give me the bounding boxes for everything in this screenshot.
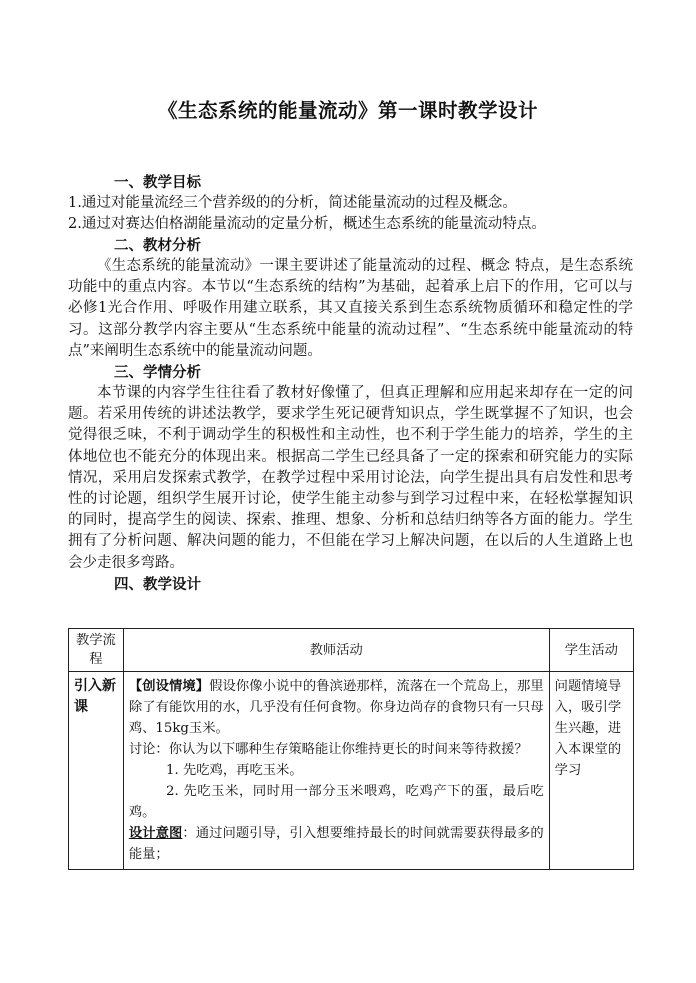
document-title: 《生态系统的能量流动》第一课时教学设计 <box>157 99 538 122</box>
teaching-design-table <box>68 628 634 870</box>
design-intent-label: 设计意图 <box>128 826 183 841</box>
table-header-row <box>69 629 634 672</box>
document-body <box>68 172 633 595</box>
student-analysis-paragraph: 本节课的内容学生往往看了教材好像懂了，但真正理解和应用起来却存在一定的问题。若采用传统的讲述法教学，要求学生死记硬背知识点，学生既掌握不了知识，也会觉得很乏味，不利于调动学生的积极性和主动性，也不利于学生能力的培养，学生的主体地位也不能充分的体现出来。根据高二学生已经具备了一定的探索和研究能力的实际情况，采用启发探索式教学，在教学过程中采用讨论法，向学生提出具有启发性和思考性的讨论题，组织学生展开讨论，使学生能主动参与到学习过程中来，在轻松掌握知识的同时，提高学生的阅读、探索、推理、想象、分析和总结归纳等各方面的能力。学生拥有了分析问题、解决问题的能力，不但能在学习上解决问题，在以后的人生道路上也会少走很多弯路。 <box>68 385 633 571</box>
scenario-text: 假设你像小说中的鲁滨逊那样，流落在一个荒岛上，那里除了有能饮用的水，几乎没有任何食物。你身边尚存的食物只有一只母鸡、15kg玉米。 <box>128 679 544 736</box>
section-heading-textbook-analysis: 二、教材分析 <box>114 237 201 254</box>
header-teacher-activity: 教师活动 <box>123 629 549 672</box>
design-intent-text: ：通过问题引导，引入想要维持最长的时间就需要获得最多的能量； <box>128 826 544 862</box>
discussion-question: 讨论：你认为以下哪种生存策略能让你维持更长的时间来等待救援？ <box>128 742 528 757</box>
header-flow: 教学流程 <box>69 629 124 672</box>
teacher-activity-cell <box>123 672 549 870</box>
student-activity-cell: 问题情境导入，吸引学生兴趣，进入本课堂的学习 <box>549 672 633 870</box>
textbook-analysis-paragraph: 《生态系统的能量流动》一课主要讲述了能量流动的过程、概念 特点，是生态系统功能中的重点内容。本节以“生态系统的结构”为基础，起着承上启下的作用，它可以与必修1光合作用、呼吸作用建立联系，其又直接关系到生态系统物质循环和稳定性的学习。这部分教学内容主要从“生态系统中能量的流动过程”、“生态系统中能量流动的特点”来阐明生态系统中的能量流动问题。 <box>68 258 633 359</box>
scenario-label: 【创设情境】 <box>128 679 210 694</box>
table-row <box>69 672 634 870</box>
objective-item-1: 1.通过对能量流经三个营养级的的分析，简述能量流动的过程及概念。 <box>68 195 517 211</box>
option-2: 2. 先吃玉米，同时用一部分玉米喂鸡，吃鸡产下的蛋，最后吃鸡。 <box>128 784 544 820</box>
scenario-paragraph <box>129 676 544 739</box>
design-intent <box>129 823 544 865</box>
objective-item-2: 2.通过对赛达伯格湖能量流动的定量分析，概述生态系统的能量流动特点。 <box>68 216 546 232</box>
section-heading-student-analysis: 三、学情分析 <box>114 364 201 382</box>
flow-cell-intro: 引入新课 <box>69 672 124 870</box>
section-heading-objectives: 一、教学目标 <box>114 174 201 191</box>
header-student-activity: 学生活动 <box>549 629 633 672</box>
option-1: 1. 先吃鸡，再吃玉米。 <box>166 763 303 778</box>
section-heading-teaching-design: 四、教学设计 <box>114 575 201 593</box>
